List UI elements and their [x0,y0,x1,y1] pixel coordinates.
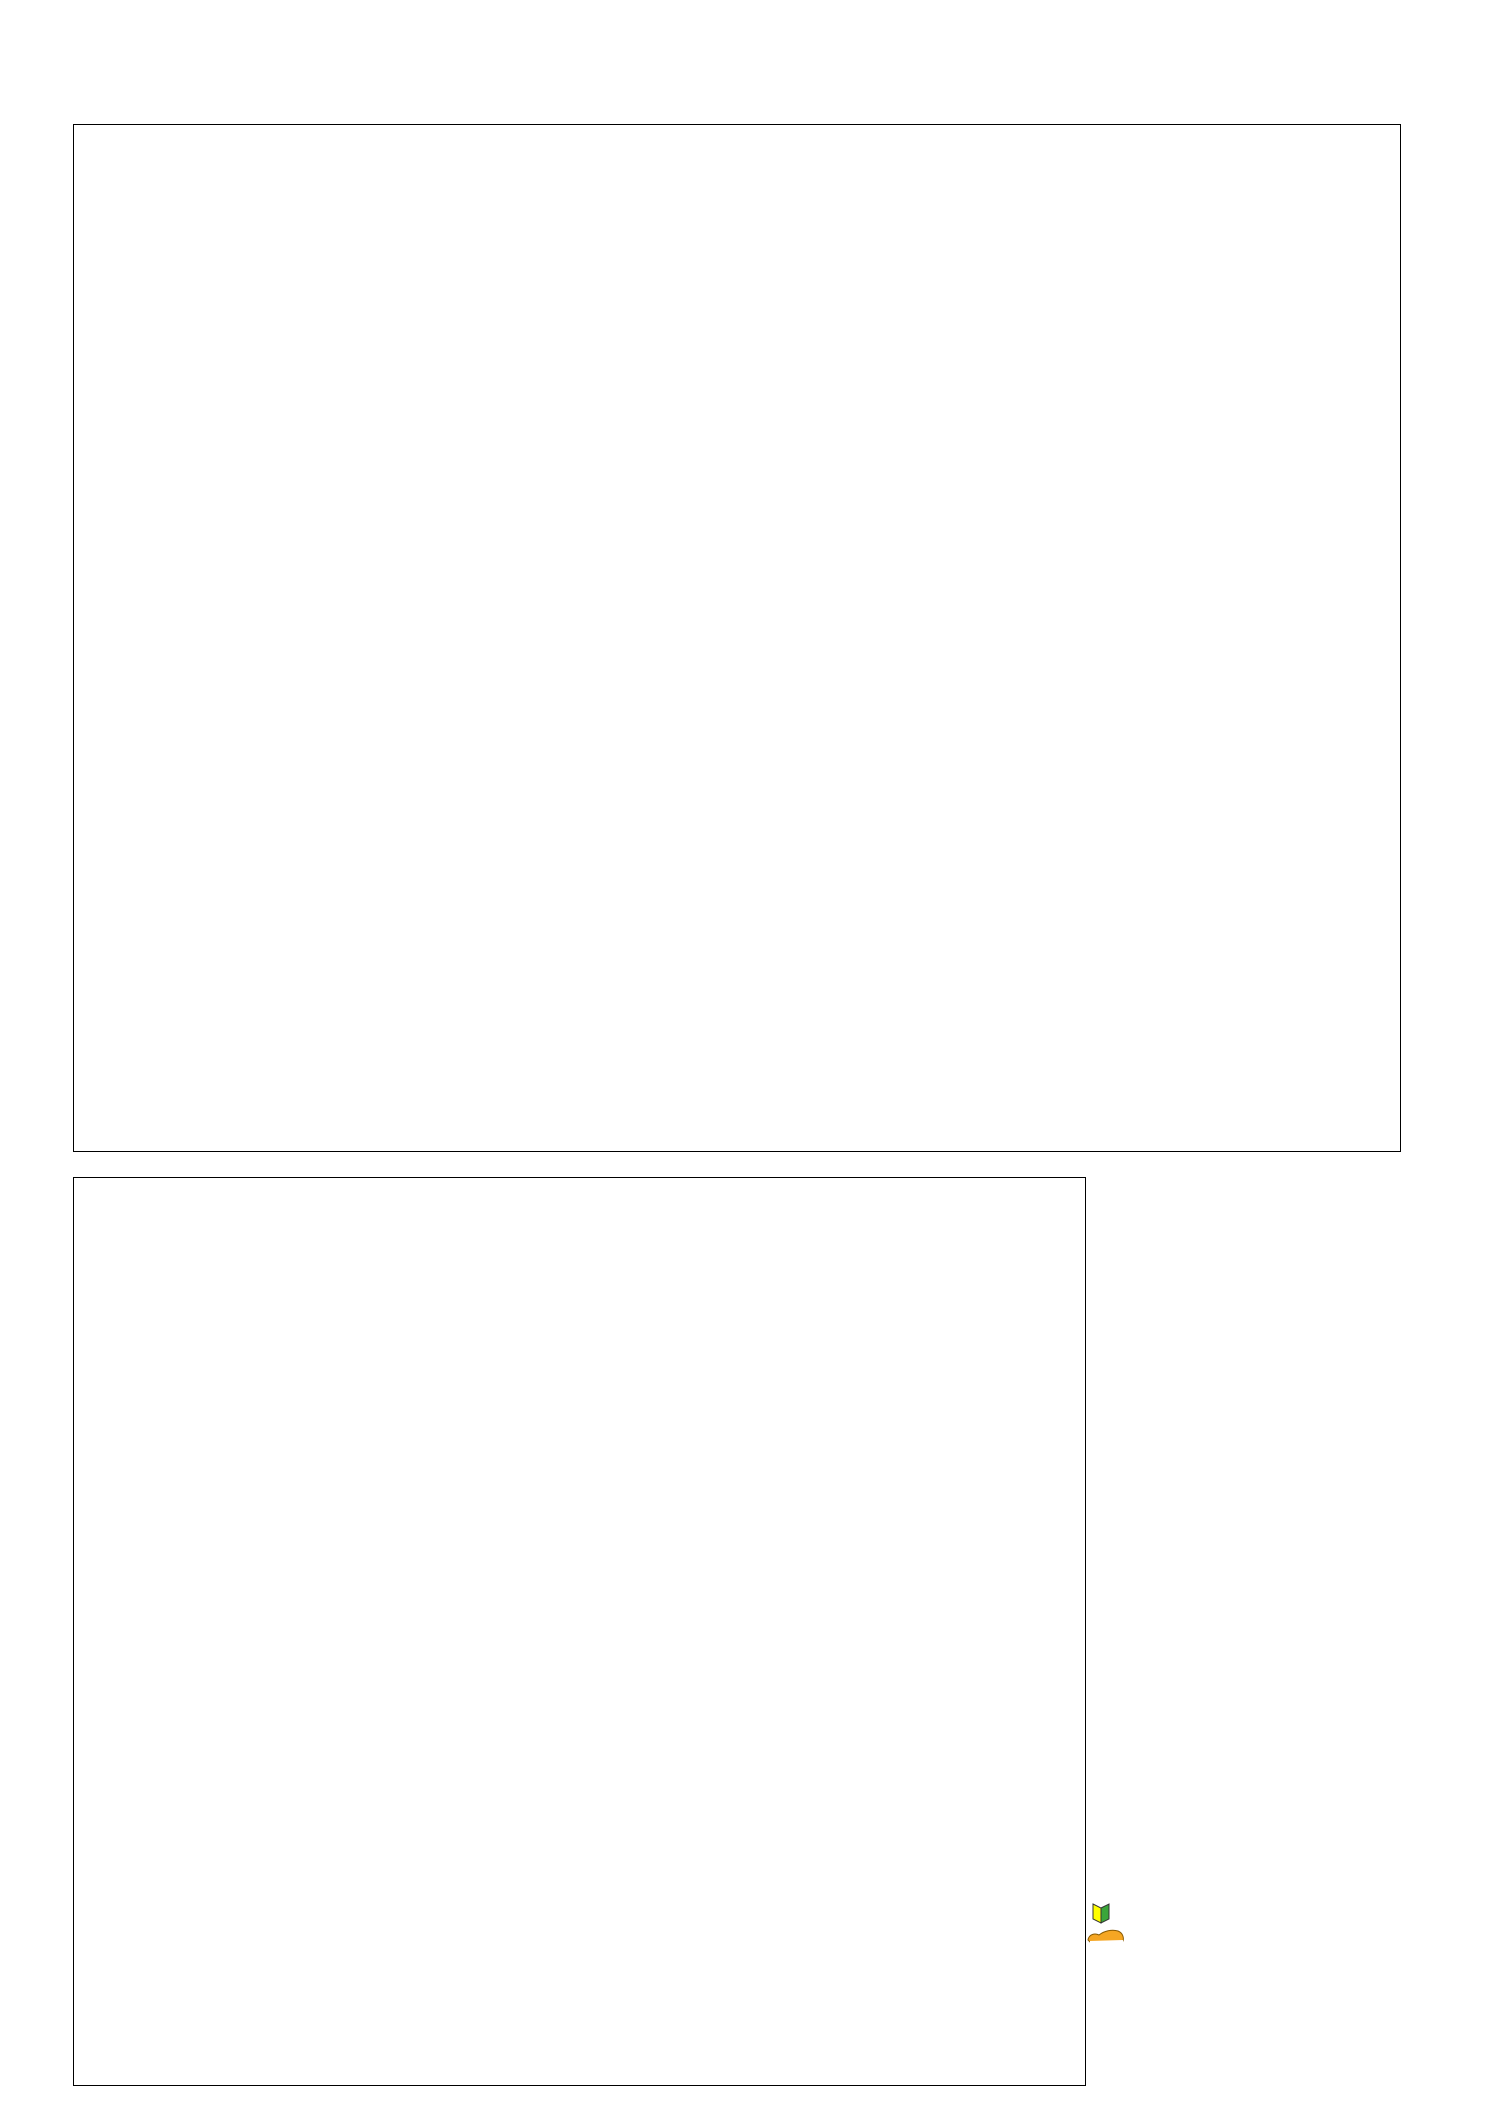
studio-shoes-icon [1086,1927,1126,1945]
schedule-table-weekend [73,1177,1086,2086]
schedule-table-weekday [73,124,1401,1152]
beginner-icon [1092,1902,1110,1924]
